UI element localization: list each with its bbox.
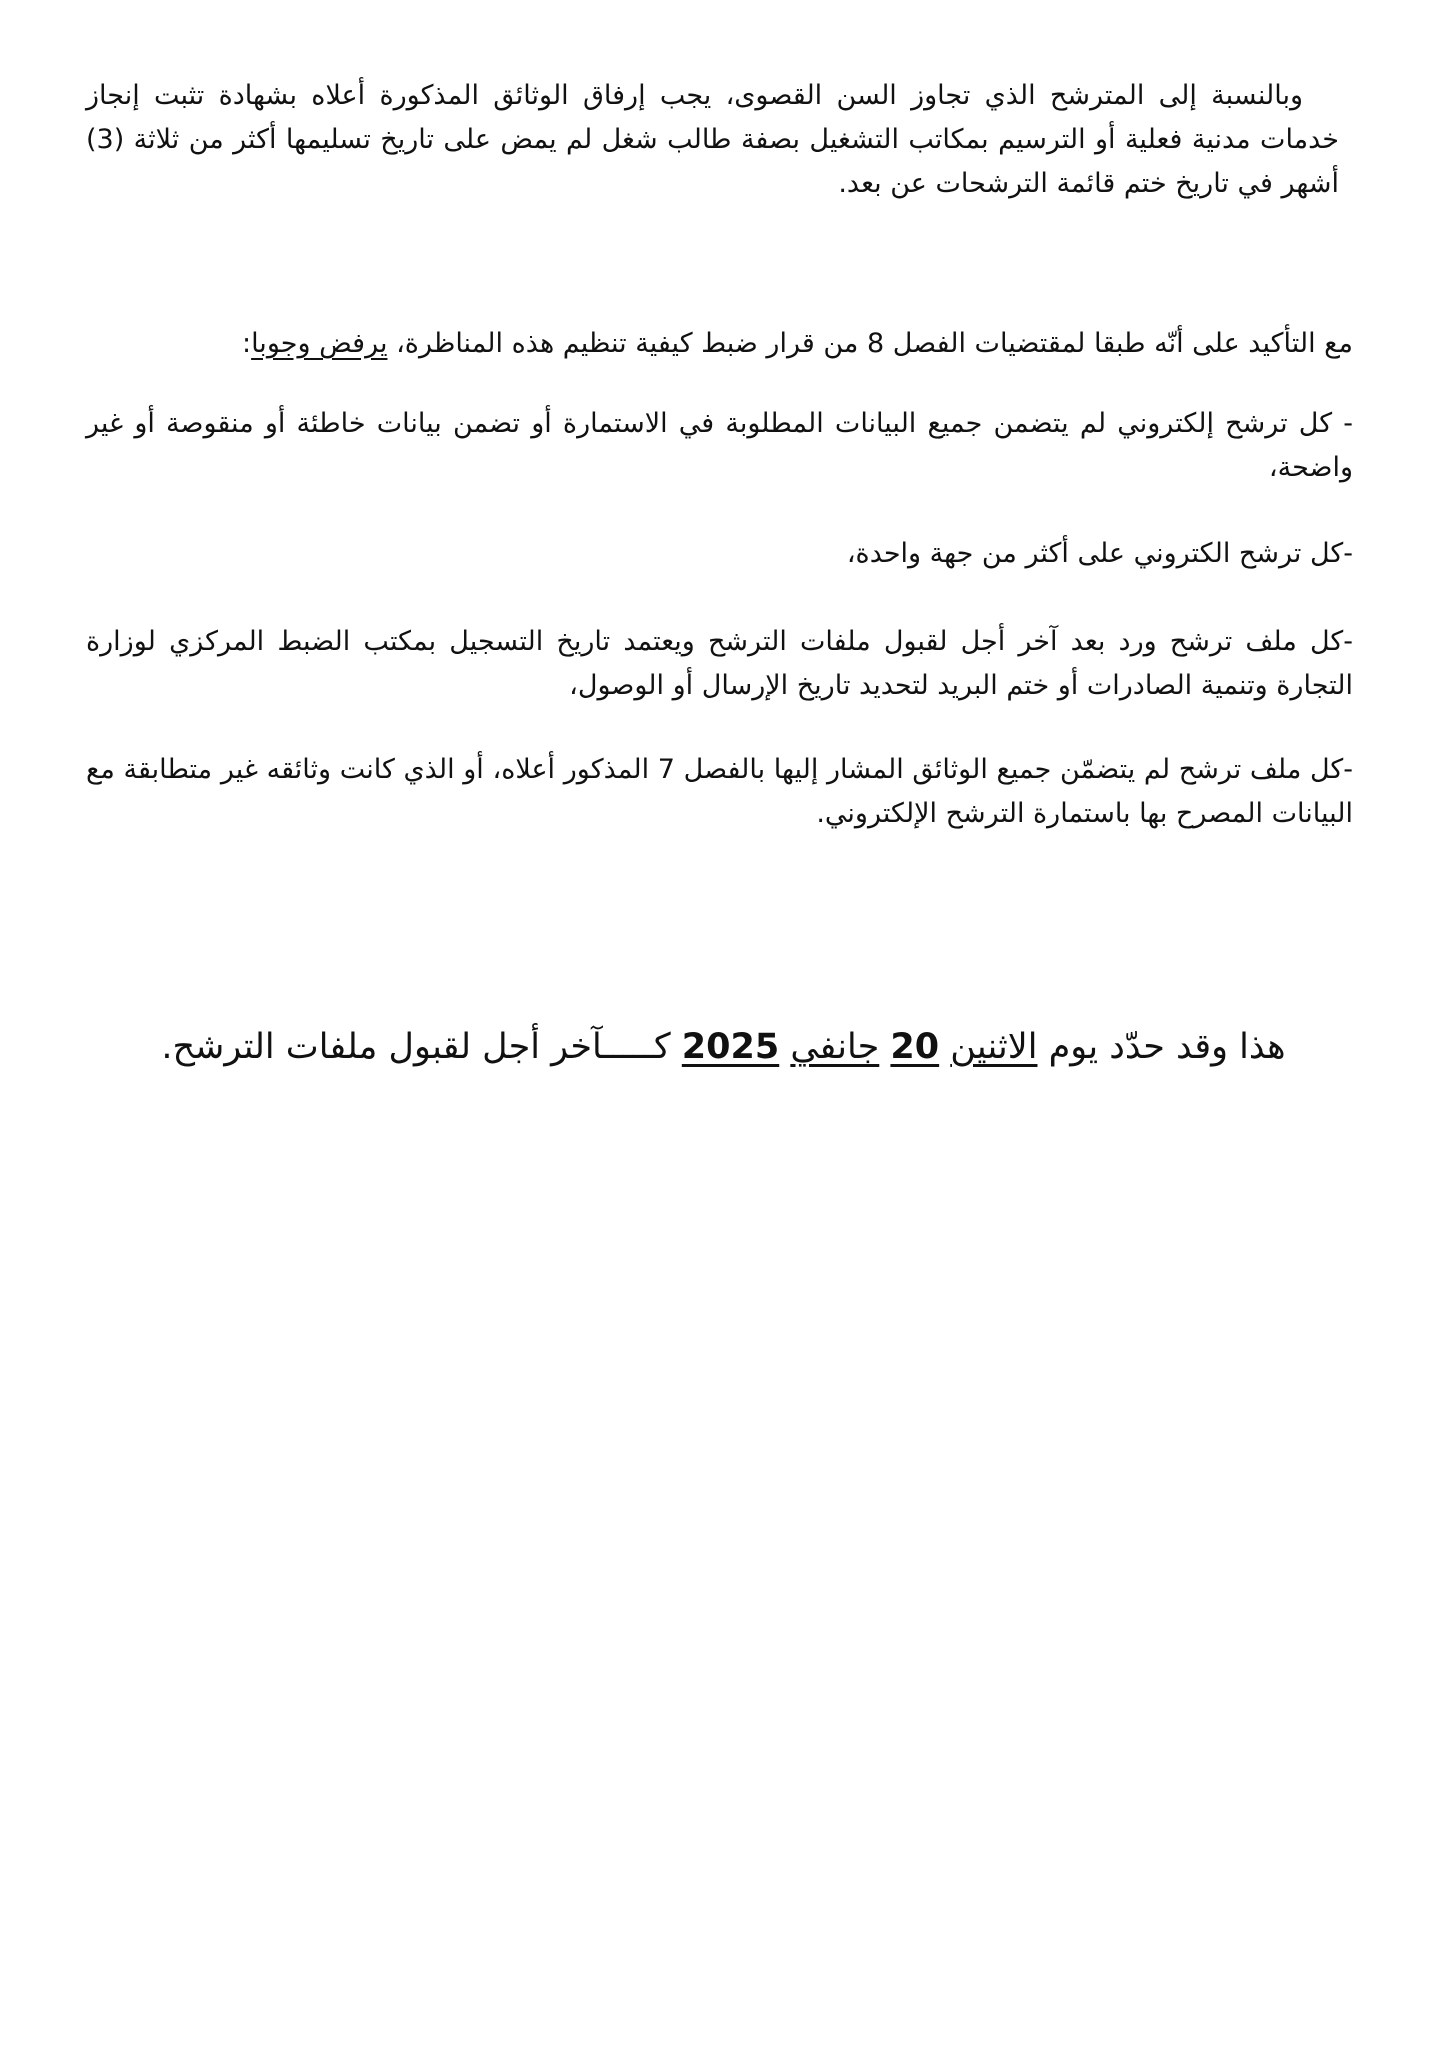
deadline-month: جانفي bbox=[790, 1027, 880, 1067]
deadline-prefix: هذا وقد حدّد يوم bbox=[1048, 1027, 1286, 1067]
rejection-note-emphasis: يرفض وجوبا bbox=[251, 328, 388, 359]
deadline-day: الاثنين bbox=[950, 1027, 1038, 1067]
deadline-suffix: كـــــآخر أجل لقبول ملفات الترشح. bbox=[161, 1027, 671, 1067]
rejection-note-prefix: مع التأكيد على أنّه طبقا لمقتضيات الفصل 8 من قرار ضبط كيفية تنظيم هذه المناظرة، bbox=[396, 328, 1353, 359]
rejection-item-1: - كل ترشح إلكتروني لم يتضمن جميع البيانات المطلوبة في الاستمارة أو تضمن بيانات خاطئة أو منقوصة أو غير واضحة، bbox=[86, 408, 1353, 483]
deadline-statement bbox=[0, 1022, 1447, 1072]
rejection-item-2: -كل ترشح الكتروني على أكثر من جهة واحدة، bbox=[846, 538, 1353, 569]
rejection-note bbox=[86, 322, 1353, 366]
deadline-year: 2025 bbox=[681, 1027, 780, 1067]
rejection-item-3: -كل ملف ترشح ورد بعد آخر أجل لقبول ملفات الترشح ويعتمد تاريخ التسجيل بمكتب الضبط المركزي لوزارة التجارة وتنمية الصادرات أو ختم البريد لتحديد تاريخ الإرسال أو الوصول، bbox=[86, 626, 1353, 701]
rejection-item-4: -كل ملف ترشح لم يتضمّن جميع الوثائق المشار إليها بالفصل 7 المذكور أعلاه، أو الذي كانت وثائقه غير متطابقة مع البيانات المصرح بها باستمارة الترشح الإلكتروني. bbox=[86, 754, 1353, 829]
rejection-note-suffix: : bbox=[241, 328, 252, 359]
intro-paragraph: وبالنسبة إلى المترشح الذي تجاوز السن القصوى، يجب إرفاق الوثائق المذكورة أعلاه بشهادة تثبت إنجاز خدمات مدنية فعلية أو الترسيم بمكاتب التشغيل بصفة طالب شغل لم يمض على تاريخ تسليمها أكثر من ثلاثة (3) أشهر في تاريخ ختم قائمة الترشحات عن بعد. bbox=[86, 80, 1339, 199]
deadline-date-day: 20 bbox=[890, 1027, 940, 1067]
